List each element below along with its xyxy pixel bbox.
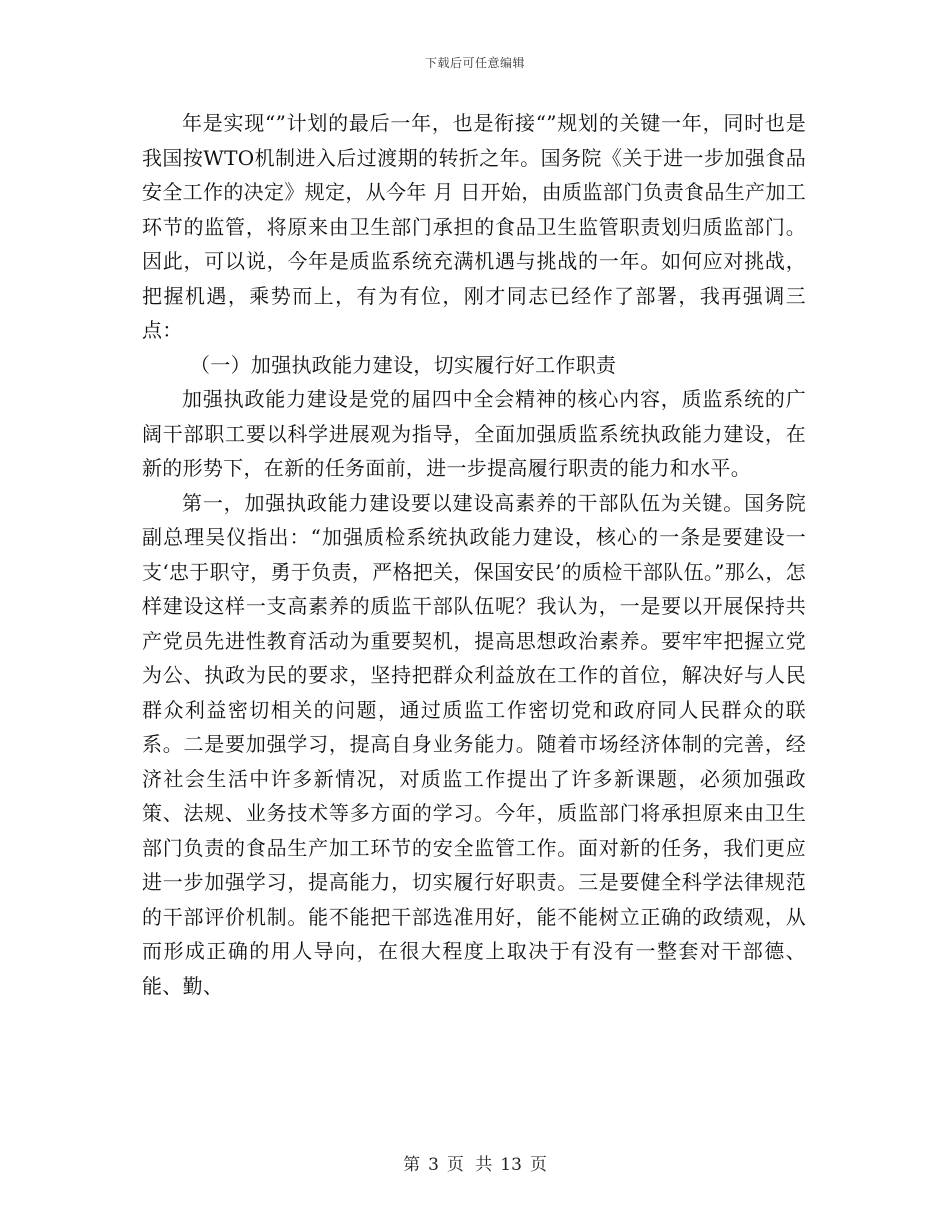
footer-middle: 页 共 [446, 1155, 493, 1175]
paragraph-capacity-building: 加强执政能力建设是党的届四中全会精神的核心内容，质监系统的广阔干部职工要以科学进展观为指导，全面加强质监系统执政能力建设，在新的形势下，在新的任务面前，进一步提高履行职责的能力和水平。 [142, 387, 806, 480]
paragraph-first-point: 第一，加强执政能力建设要以建设高素养的干部队伍为关键。国务院副总理吴仪指出：“加强质检系统执政能力建设，核心的一条是要建设一支‘忠于职守，勇于负责，严格把关，保国安民’的质检干部队伍。”那么，怎样建设这样一支高素养的质监干部队伍呢？我认为，一是要以开展保持共产党员先进性教育活动为重要契机，提高思想政治素养。要牢牢把握立党为公、执政为民的要求，坚持把群众利益放在工作的首位，解决好与人民群众利益密切相关的问题，通过质监工作密切党和政府同人民群众的联系。二是要加强学习，提高自身业务能力。随着市场经济体制的完善，经济社会生活中许多新情况，对质监工作提出了许多新课题，必须加强政策、法规、业务技术等多方面的学习。今年，质监部门将承担原来由卫生部门负责的食品生产加工环节的安全监管工作。面对新的任务，我们更应进一步加强学习，提高能力，切实履行好职责。三是要健全科学法律规范的干部评价机制。能不能把干部选准用好，能不能树立正确的政绩观，从而形成正确的用人导向，在很大程度上取决于有没有一整套对干部德、能、勤、 [142, 490, 806, 998]
footer-suffix: 页 [529, 1155, 547, 1175]
page-footer [0, 1150, 950, 1175]
paragraph-intro: 年是实现“”计划的最后一年，也是衔接“”规划的关键一年，同时也是我国按WTO机制进入后过渡期的转折之年。国务院《关于进一步加强食品安全工作的决定》规定，从今年 月 日开始，由质监部门负责食品生产加工环节的监管，将原来由卫生部门承担的食品卫生监管职责划归质监部门。因此，可以说，今年是质监系统充满机遇与挑战的一年。如何应对挑战，把握机遇，乘势而上，有为有位，刚才同志已经作了部署，我再强调三点： [142, 111, 806, 342]
footer-prefix: 第 [403, 1155, 421, 1175]
current-page-number: 3 [428, 1155, 439, 1175]
header-note: 下载后可任意编辑 [424, 56, 525, 70]
document-body [142, 106, 806, 1003]
section-heading: （一）加强执政能力建设，切实履行好工作职责 [190, 352, 617, 377]
total-page-number: 13 [500, 1155, 522, 1175]
